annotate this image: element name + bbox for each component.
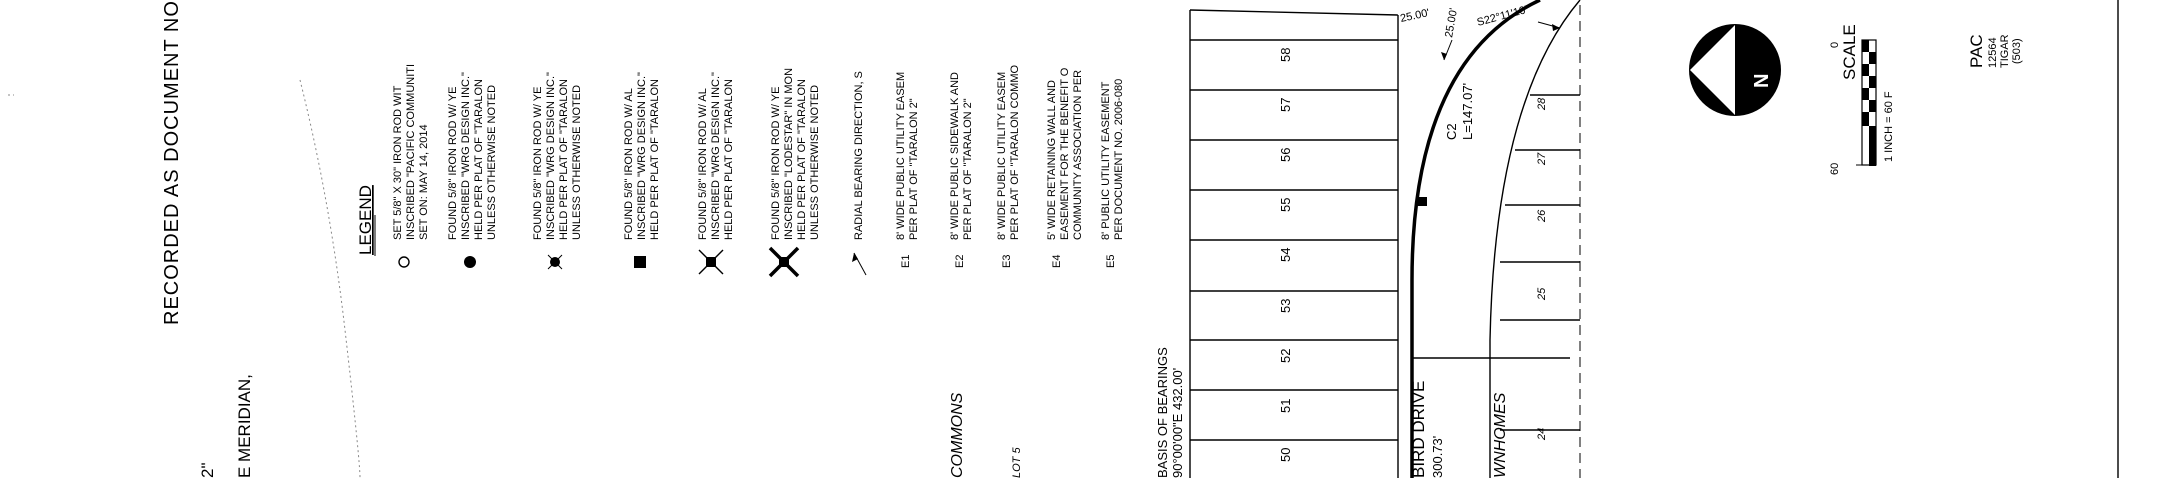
curve-c2-label: C2 bbox=[1444, 123, 1459, 140]
svg-text:SET ON: MAY 14, 2014: SET ON: MAY 14, 2014 bbox=[418, 124, 430, 240]
svg-text:HELD PER PLAT OF "TARALON: HELD PER PLAT OF "TARALON bbox=[473, 79, 485, 240]
curve-length: L=147.07' bbox=[1460, 82, 1475, 140]
legend-symbol-e2: E2 bbox=[954, 254, 966, 268]
recorded-as-document-text: RECORDED AS DOCUMENT NO bbox=[161, 0, 183, 325]
open-circle-icon bbox=[399, 257, 409, 267]
firm-line-2: TIGAR bbox=[1999, 34, 2011, 68]
legend-title: LEGEND bbox=[356, 185, 375, 255]
lot-52: 52 bbox=[1278, 348, 1293, 363]
legend-item-2 bbox=[447, 72, 498, 240]
svg-text:5' WIDE RETAINING WALL AND: 5' WIDE RETAINING WALL AND bbox=[1046, 80, 1058, 240]
legend-symbol-e5: E5 bbox=[1105, 254, 1117, 268]
svg-text:INSCRIBED "WRG DESIGN INC.": INSCRIBED "WRG DESIGN INC." bbox=[710, 72, 722, 240]
radial-arrow-icon bbox=[852, 253, 866, 275]
large-x-icon bbox=[770, 248, 798, 276]
svg-text:INSCRIBED "WRG DESIGN INC.": INSCRIBED "WRG DESIGN INC." bbox=[460, 72, 472, 240]
svg-text:PER PLAT OF "TARALON 2": PER PLAT OF "TARALON 2" bbox=[962, 98, 974, 240]
svg-text:COMMUNITY ASSOCIATION PER: COMMUNITY ASSOCIATION PER bbox=[1072, 69, 1084, 240]
scale-bar bbox=[1856, 40, 1876, 166]
svg-text:HELD PER PLAT OF "TARALON: HELD PER PLAT OF "TARALON bbox=[796, 79, 808, 240]
street-name: BIRD DRIVE bbox=[1409, 380, 1428, 478]
firm-name: PAC bbox=[1967, 34, 1986, 68]
svg-text:PER DOCUMENT NO. 2006-080: PER DOCUMENT NO. 2006-080 bbox=[1113, 78, 1125, 240]
svg-text:FOUND 5/8" IRON ROD W/ YE: FOUND 5/8" IRON ROD W/ YE bbox=[447, 86, 459, 240]
svg-text:INSCRIBED "WRG DESIGN INC.": INSCRIBED "WRG DESIGN INC." bbox=[636, 72, 648, 240]
legend-item-8 bbox=[895, 72, 920, 240]
svg-text:FOUND 5/8" IRON ROD W/ AL: FOUND 5/8" IRON ROD W/ AL bbox=[697, 88, 709, 240]
scale-label: SCALE bbox=[1840, 24, 1859, 80]
lot-28: 28 bbox=[1536, 97, 1548, 110]
commons-label: COMMONS bbox=[949, 392, 966, 478]
svg-text:PER PLAT OF "TARALON 2": PER PLAT OF "TARALON 2" bbox=[908, 98, 920, 240]
svg-text:UNLESS OTHERWISE NOTED: UNLESS OTHERWISE NOTED bbox=[571, 84, 583, 240]
street-distance: 300.73' bbox=[1430, 435, 1445, 478]
lot-26: 26 bbox=[1536, 209, 1548, 222]
lot-51: 51 bbox=[1278, 398, 1293, 413]
curve-dim-a: 25.00' bbox=[1399, 7, 1431, 25]
monument-square bbox=[1418, 197, 1427, 206]
svg-text:EASEMENT FOR THE BENEFIT O: EASEMENT FOR THE BENEFIT O bbox=[1059, 67, 1071, 240]
seconds-fragment-text: 2" bbox=[198, 462, 217, 478]
lot-57: 57 bbox=[1278, 97, 1293, 112]
firm-line-1: 12564 bbox=[1987, 37, 1999, 68]
svg-text:SET 5/8" X 30" IRON ROD WIT: SET 5/8" X 30" IRON ROD WIT bbox=[392, 85, 404, 240]
basis-of-bearings-label: BASIS OF BEARINGS bbox=[1155, 347, 1170, 478]
legend-item-1 bbox=[392, 64, 430, 240]
lot-50: 50 bbox=[1278, 447, 1293, 462]
lot-block-lower bbox=[1500, 5, 1580, 478]
scale-sixty: 60 bbox=[1829, 162, 1841, 175]
svg-text:INSCRIBED "LODESTAR" IN MON: INSCRIBED "LODESTAR" IN MON bbox=[783, 67, 795, 240]
svg-text:8' WIDE PUBLIC SIDEWALK AND: 8' WIDE PUBLIC SIDEWALK AND bbox=[949, 72, 961, 240]
lot-56: 56 bbox=[1278, 147, 1293, 162]
svg-text:HELD PER PLAT OF "TARALON: HELD PER PLAT OF "TARALON bbox=[649, 79, 661, 240]
legend-item-10 bbox=[996, 65, 1021, 240]
circle-x-icon bbox=[548, 255, 562, 269]
legend-item-9 bbox=[949, 72, 974, 240]
lot-block-upper bbox=[1190, 10, 1398, 478]
filled-square-icon bbox=[634, 256, 646, 268]
svg-text:8' PUBLIC UTILITY EASEMENT: 8' PUBLIC UTILITY EASEMENT bbox=[1100, 81, 1112, 240]
townhomes-fragment: WNHOMES bbox=[1492, 392, 1509, 478]
road-centerline-curve bbox=[1412, 0, 1540, 478]
firm-line-3: (503) bbox=[2011, 38, 2023, 64]
legend-item-6 bbox=[770, 68, 821, 240]
legend-symbol-e3: E3 bbox=[1001, 254, 1013, 268]
legend-item-4 bbox=[623, 72, 661, 240]
lot-55: 55 bbox=[1278, 197, 1293, 212]
meridian-text: E MERIDIAN, bbox=[235, 374, 254, 478]
svg-text:RADIAL BEARING DIRECTION, S: RADIAL BEARING DIRECTION, S bbox=[853, 71, 865, 240]
lot-25: 25 bbox=[1536, 287, 1548, 300]
svg-text:FOUND 5/8" IRON ROD W/ AL: FOUND 5/8" IRON ROD W/ AL bbox=[623, 88, 635, 240]
svg-text:FOUND 5/8" IRON ROD W/ YE: FOUND 5/8" IRON ROD W/ YE bbox=[770, 86, 782, 240]
legend-symbol-e4: E4 bbox=[1051, 254, 1063, 268]
legend-item-7 bbox=[853, 71, 865, 240]
svg-text:UNLESS OTHERWISE NOTED: UNLESS OTHERWISE NOTED bbox=[809, 84, 821, 240]
lot-58: 58 bbox=[1278, 47, 1293, 62]
filled-circle-icon bbox=[464, 256, 476, 268]
lot-53: 53 bbox=[1278, 298, 1293, 313]
curve-dim-b: 25.00' bbox=[1443, 7, 1461, 39]
curve-bearing: S22°11'10" bbox=[1475, 3, 1531, 29]
scale-note: 1 INCH = 60 F bbox=[1883, 91, 1895, 162]
svg-text:INSCRIBED "PACIFIC COMMUNITI: INSCRIBED "PACIFIC COMMUNITI bbox=[405, 63, 417, 240]
legend-item-3 bbox=[532, 72, 583, 240]
svg-text:FOUND 5/8" IRON ROD W/ YE: FOUND 5/8" IRON ROD W/ YE bbox=[532, 86, 544, 240]
svg-text:HELD PER PLAT OF "TARALON: HELD PER PLAT OF "TARALON bbox=[558, 79, 570, 240]
square-x-icon bbox=[699, 250, 723, 274]
svg-text:UNLESS OTHERWISE NOTED: UNLESS OTHERWISE NOTED bbox=[486, 84, 498, 240]
lot-54: 54 bbox=[1278, 247, 1293, 262]
scale-zero: 0 bbox=[1829, 41, 1841, 48]
legend-item-11 bbox=[1046, 67, 1084, 240]
north-arrow-icon bbox=[1689, 24, 1781, 116]
svg-text:INSCRIBED "WRG DESIGN INC.": INSCRIBED "WRG DESIGN INC." bbox=[545, 72, 557, 240]
svg-text:8' WIDE PUBLIC UTILITY EASEM: 8' WIDE PUBLIC UTILITY EASEM bbox=[996, 71, 1008, 240]
svg-text:N: N bbox=[1751, 72, 1773, 88]
legend-item-5 bbox=[697, 72, 735, 240]
lot-27: 27 bbox=[1536, 152, 1548, 165]
lot-24: 24 bbox=[1536, 427, 1548, 440]
svg-text:8' WIDE PUBLIC UTILITY EASEM: 8' WIDE PUBLIC UTILITY EASEM bbox=[895, 71, 907, 240]
legend-item-12 bbox=[1100, 79, 1125, 240]
faint-boundary-line bbox=[300, 80, 360, 478]
legend-symbol-e1: E1 bbox=[900, 254, 912, 268]
svg-text:HELD PER PLAT OF "TARALON: HELD PER PLAT OF "TARALON bbox=[723, 79, 735, 240]
svg-text:PER PLAT OF "TARALON COMMO: PER PLAT OF "TARALON COMMO bbox=[1009, 64, 1021, 240]
basis-of-bearings-value: 90°00'00"E 432.00' bbox=[1170, 367, 1185, 478]
lot-5-label: LOT 5 bbox=[1011, 447, 1023, 478]
